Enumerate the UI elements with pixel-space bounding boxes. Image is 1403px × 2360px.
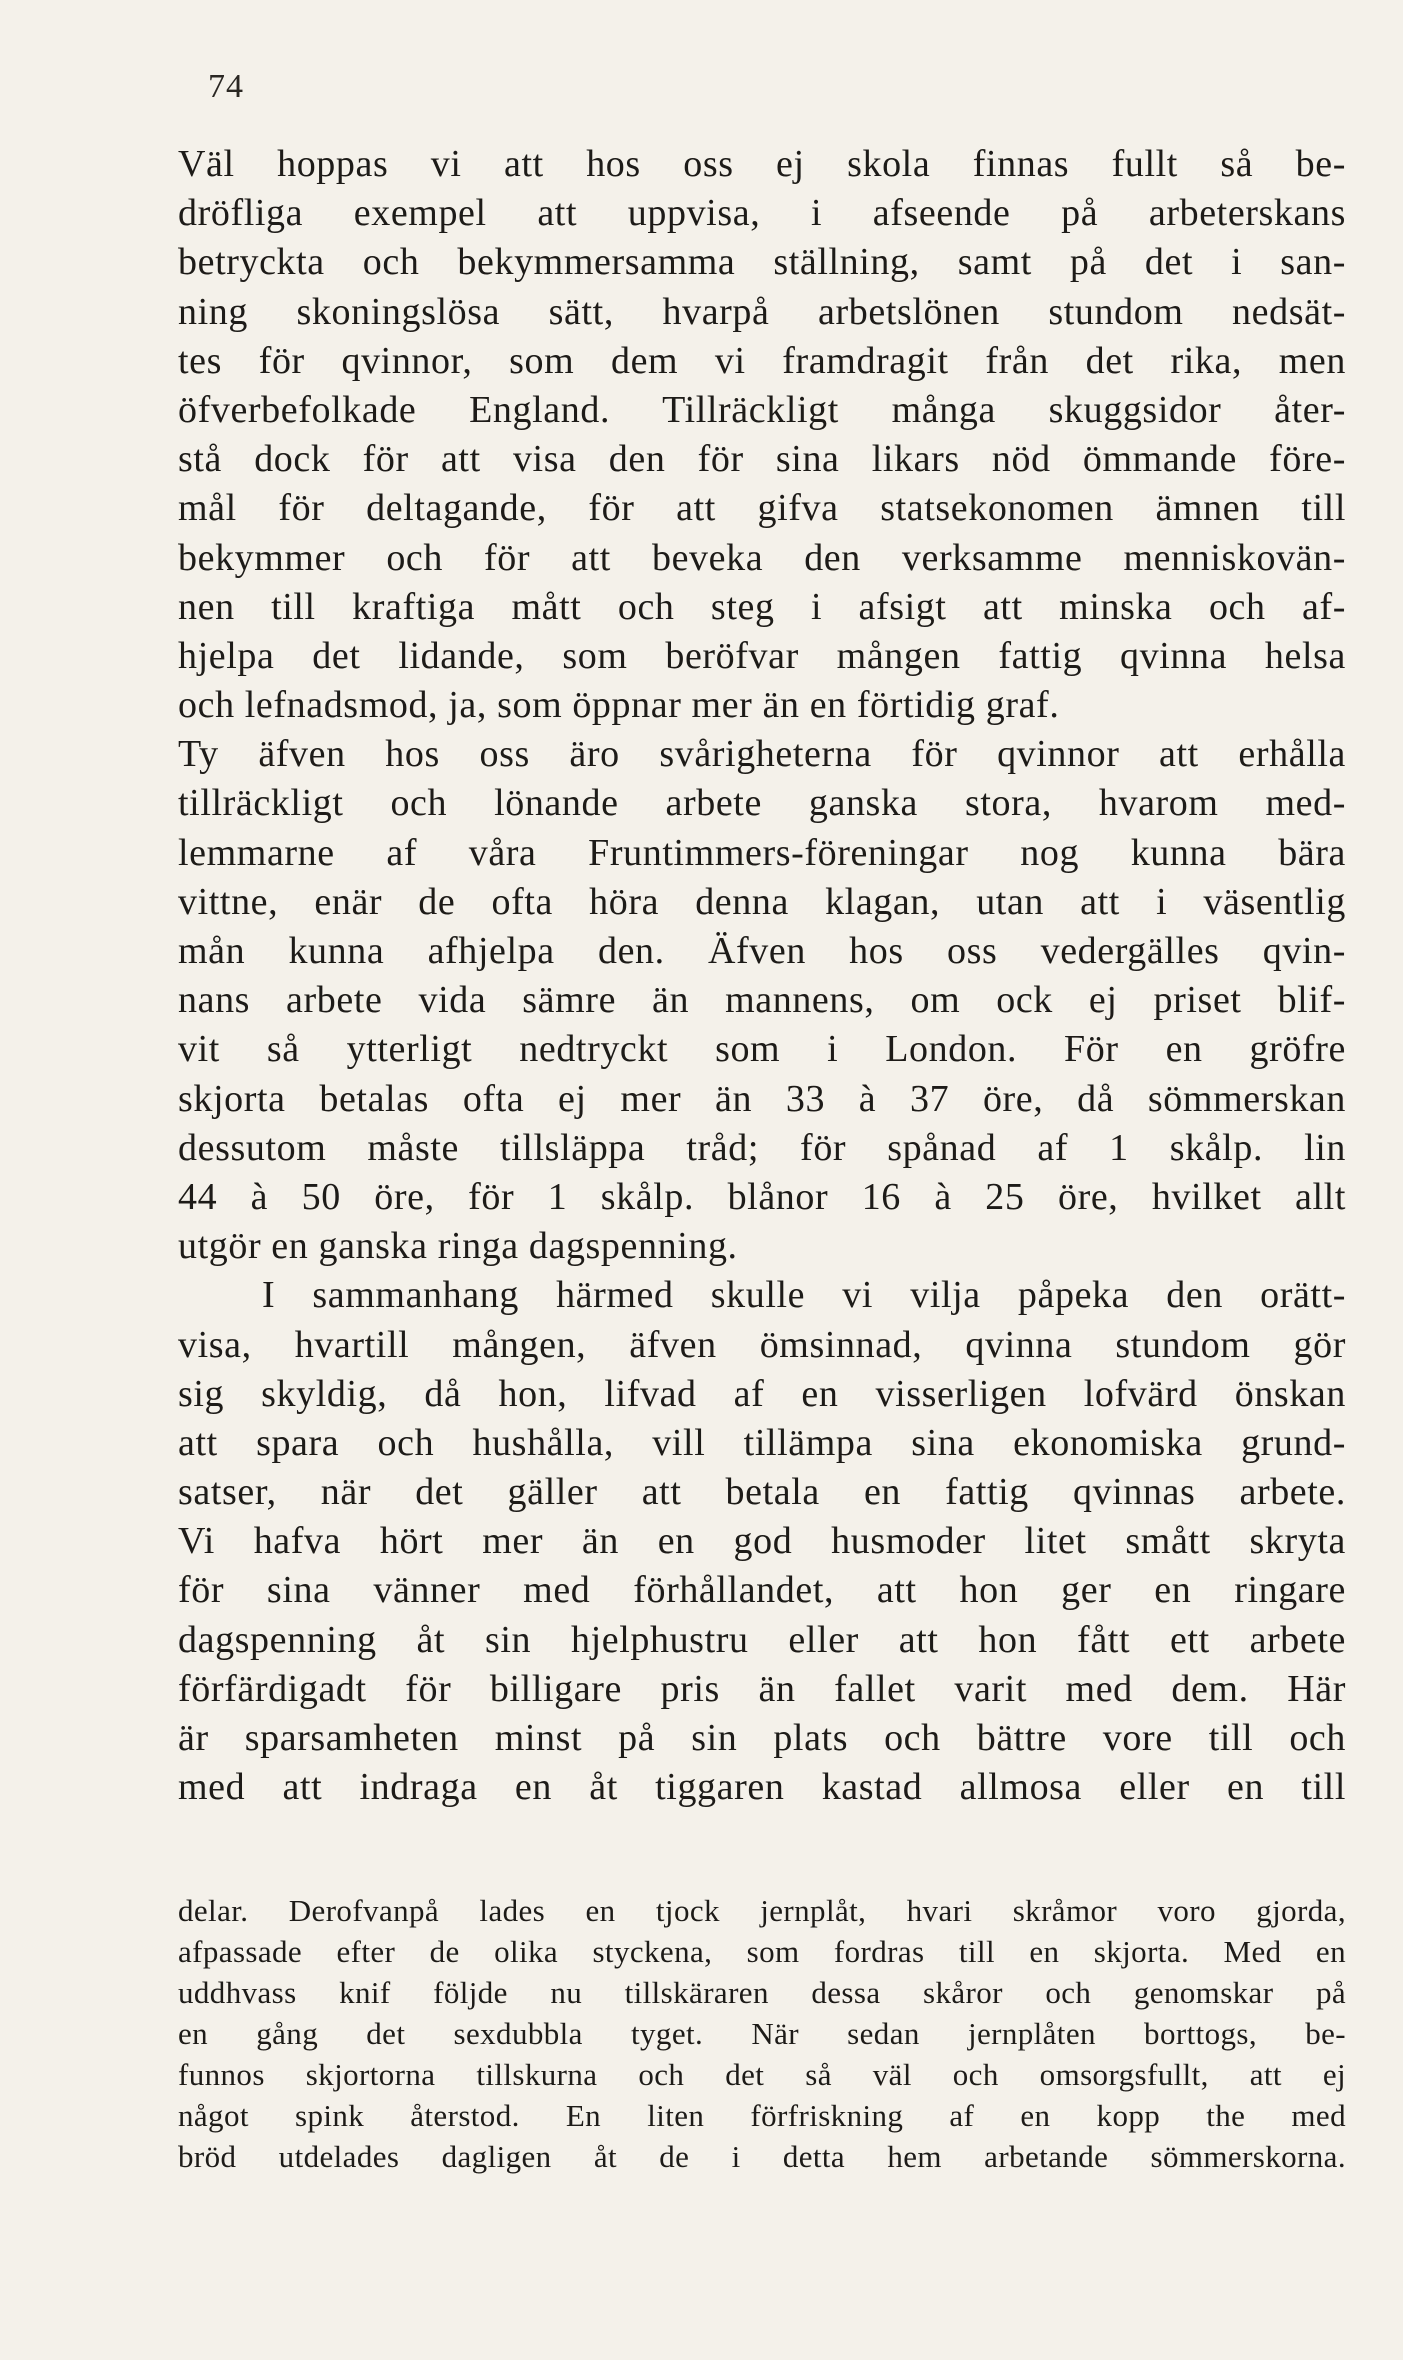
body-line: skjorta betalas ofta ej mer än 33 à 37 öre, då sömmerskan (178, 1077, 1346, 1120)
footnote-line: bröd utdelades dagligen åt de i detta hem arbetande sömmerskorna. (178, 2139, 1346, 2174)
body-line: tes för qvinnor, som dem vi framdragit från det rika, men (178, 339, 1346, 382)
body-line: stå dock för att visa den för sina likars nöd ömmande före- (178, 438, 1346, 481)
body-line: I sammanhang härmed skulle vi vilja påpeka den orätt- (262, 1274, 1346, 1317)
body-line: förfärdigadt för billigare pris än fallet varit med dem. Här (178, 1667, 1346, 1710)
page-number: 74 (208, 68, 244, 105)
body-line: satser, när det gäller att betala en fattig qvinnas arbete. (178, 1471, 1346, 1514)
body-line: betryckta och bekymmersamma ställning, samt på det i san- (178, 241, 1346, 284)
body-line: visa, hvartill mången, äfven ömsinnad, qvinna stundom gör (178, 1323, 1346, 1366)
footnote (178, 1890, 1346, 2177)
body-line: Väl hoppas vi att hos oss ej skola finnas fullt så be- (178, 143, 1346, 185)
body-line: mån kunna afhjelpa den. Äfven hos oss vedergälles qvin- (178, 930, 1346, 972)
body-line: mål för deltagande, för att gifva statsekonomen ämnen till (178, 487, 1346, 530)
body-line: vittne, enär de ofta höra denna klagan, utan att i väsentlig (178, 880, 1346, 923)
body-line: nans arbete vida sämre än mannens, om ock ej priset blif- (178, 979, 1346, 1022)
body-line: sig skyldig, då hon, lifvad af en visserligen lofvärd önskan (178, 1372, 1346, 1415)
body-line: hjelpa det lidande, som beröfvar mången fattig qvinna helsa (178, 634, 1346, 677)
body-line: Vi hafva hört mer än en god husmoder litet smått skryta (178, 1520, 1346, 1563)
body-line: bekymmer och för att beveka den verksamme menniskovän- (178, 536, 1346, 579)
body-line: dessutom måste tillsläppa tråd; för spånad af 1 skålp. lin (178, 1126, 1346, 1169)
footnote-line: uddhvass knif följde nu tillskäraren dessa skåror och genomskar på (178, 1975, 1346, 2010)
body-line: lemmarne af våra Fruntimmers-föreningar nog kunna bära (178, 831, 1346, 874)
body-line: dröfliga exempel att uppvisa, i afseende på arbeterskans (178, 192, 1346, 235)
body-line: utgör en ganska ringa dagspenning. (178, 1225, 738, 1268)
body-line: dagspenning åt sin hjelphustru eller att hon fått ett arbete (178, 1618, 1346, 1661)
body-line: öfverbefolkade England. Tillräckligt många skuggsidor åter- (178, 388, 1346, 431)
body-line: och lefnadsmod, ja, som öppnar mer än en förtidig graf. (178, 684, 1060, 727)
footnote-line: en gång det sexdubbla tyget. När sedan jernplåten borttogs, be- (178, 2016, 1346, 2051)
body-text (178, 140, 1346, 1812)
body-line: med att indraga en åt tiggaren kastad allmosa eller en till (178, 1766, 1346, 1809)
body-line: att spara och hushålla, vill tillämpa sina ekonomiska grund- (178, 1421, 1346, 1464)
body-line: ning skoningslösa sätt, hvarpå arbetslönen stundom nedsät- (178, 290, 1346, 333)
body-line: tillräckligt och lönande arbete ganska stora, hvarom med- (178, 782, 1346, 825)
footnote-line: afpassade efter de olika styckena, som fordras till en skjorta. Med en (178, 1934, 1346, 1969)
body-line: vit så ytterligt nedtryckt som i London. För en gröfre (178, 1028, 1346, 1071)
footnote-line: något spink återstod. En liten förfriskning af en kopp the med (178, 2098, 1346, 2133)
body-line: nen till kraftiga mått och steg i afsigt att minska och af- (178, 585, 1346, 628)
body-line: är sparsamheten minst på sin plats och bättre vore till och (178, 1717, 1346, 1759)
body-line: för sina vänner med förhållandet, att hon ger en ringare (178, 1569, 1346, 1612)
footnote-line: delar. Derofvanpå lades en tjock jernplåt, hvari skråmor voro gjorda, (178, 1893, 1346, 1928)
body-line: 44 à 50 öre, för 1 skålp. blånor 16 à 25 öre, hvilket allt (178, 1175, 1346, 1218)
body-line: Ty äfven hos oss äro svårigheterna för qvinnor att erhålla (178, 733, 1346, 776)
footnote-line: funnos skjortorna tillskurna och det så väl och omsorgsfullt, att ej (178, 2057, 1346, 2092)
